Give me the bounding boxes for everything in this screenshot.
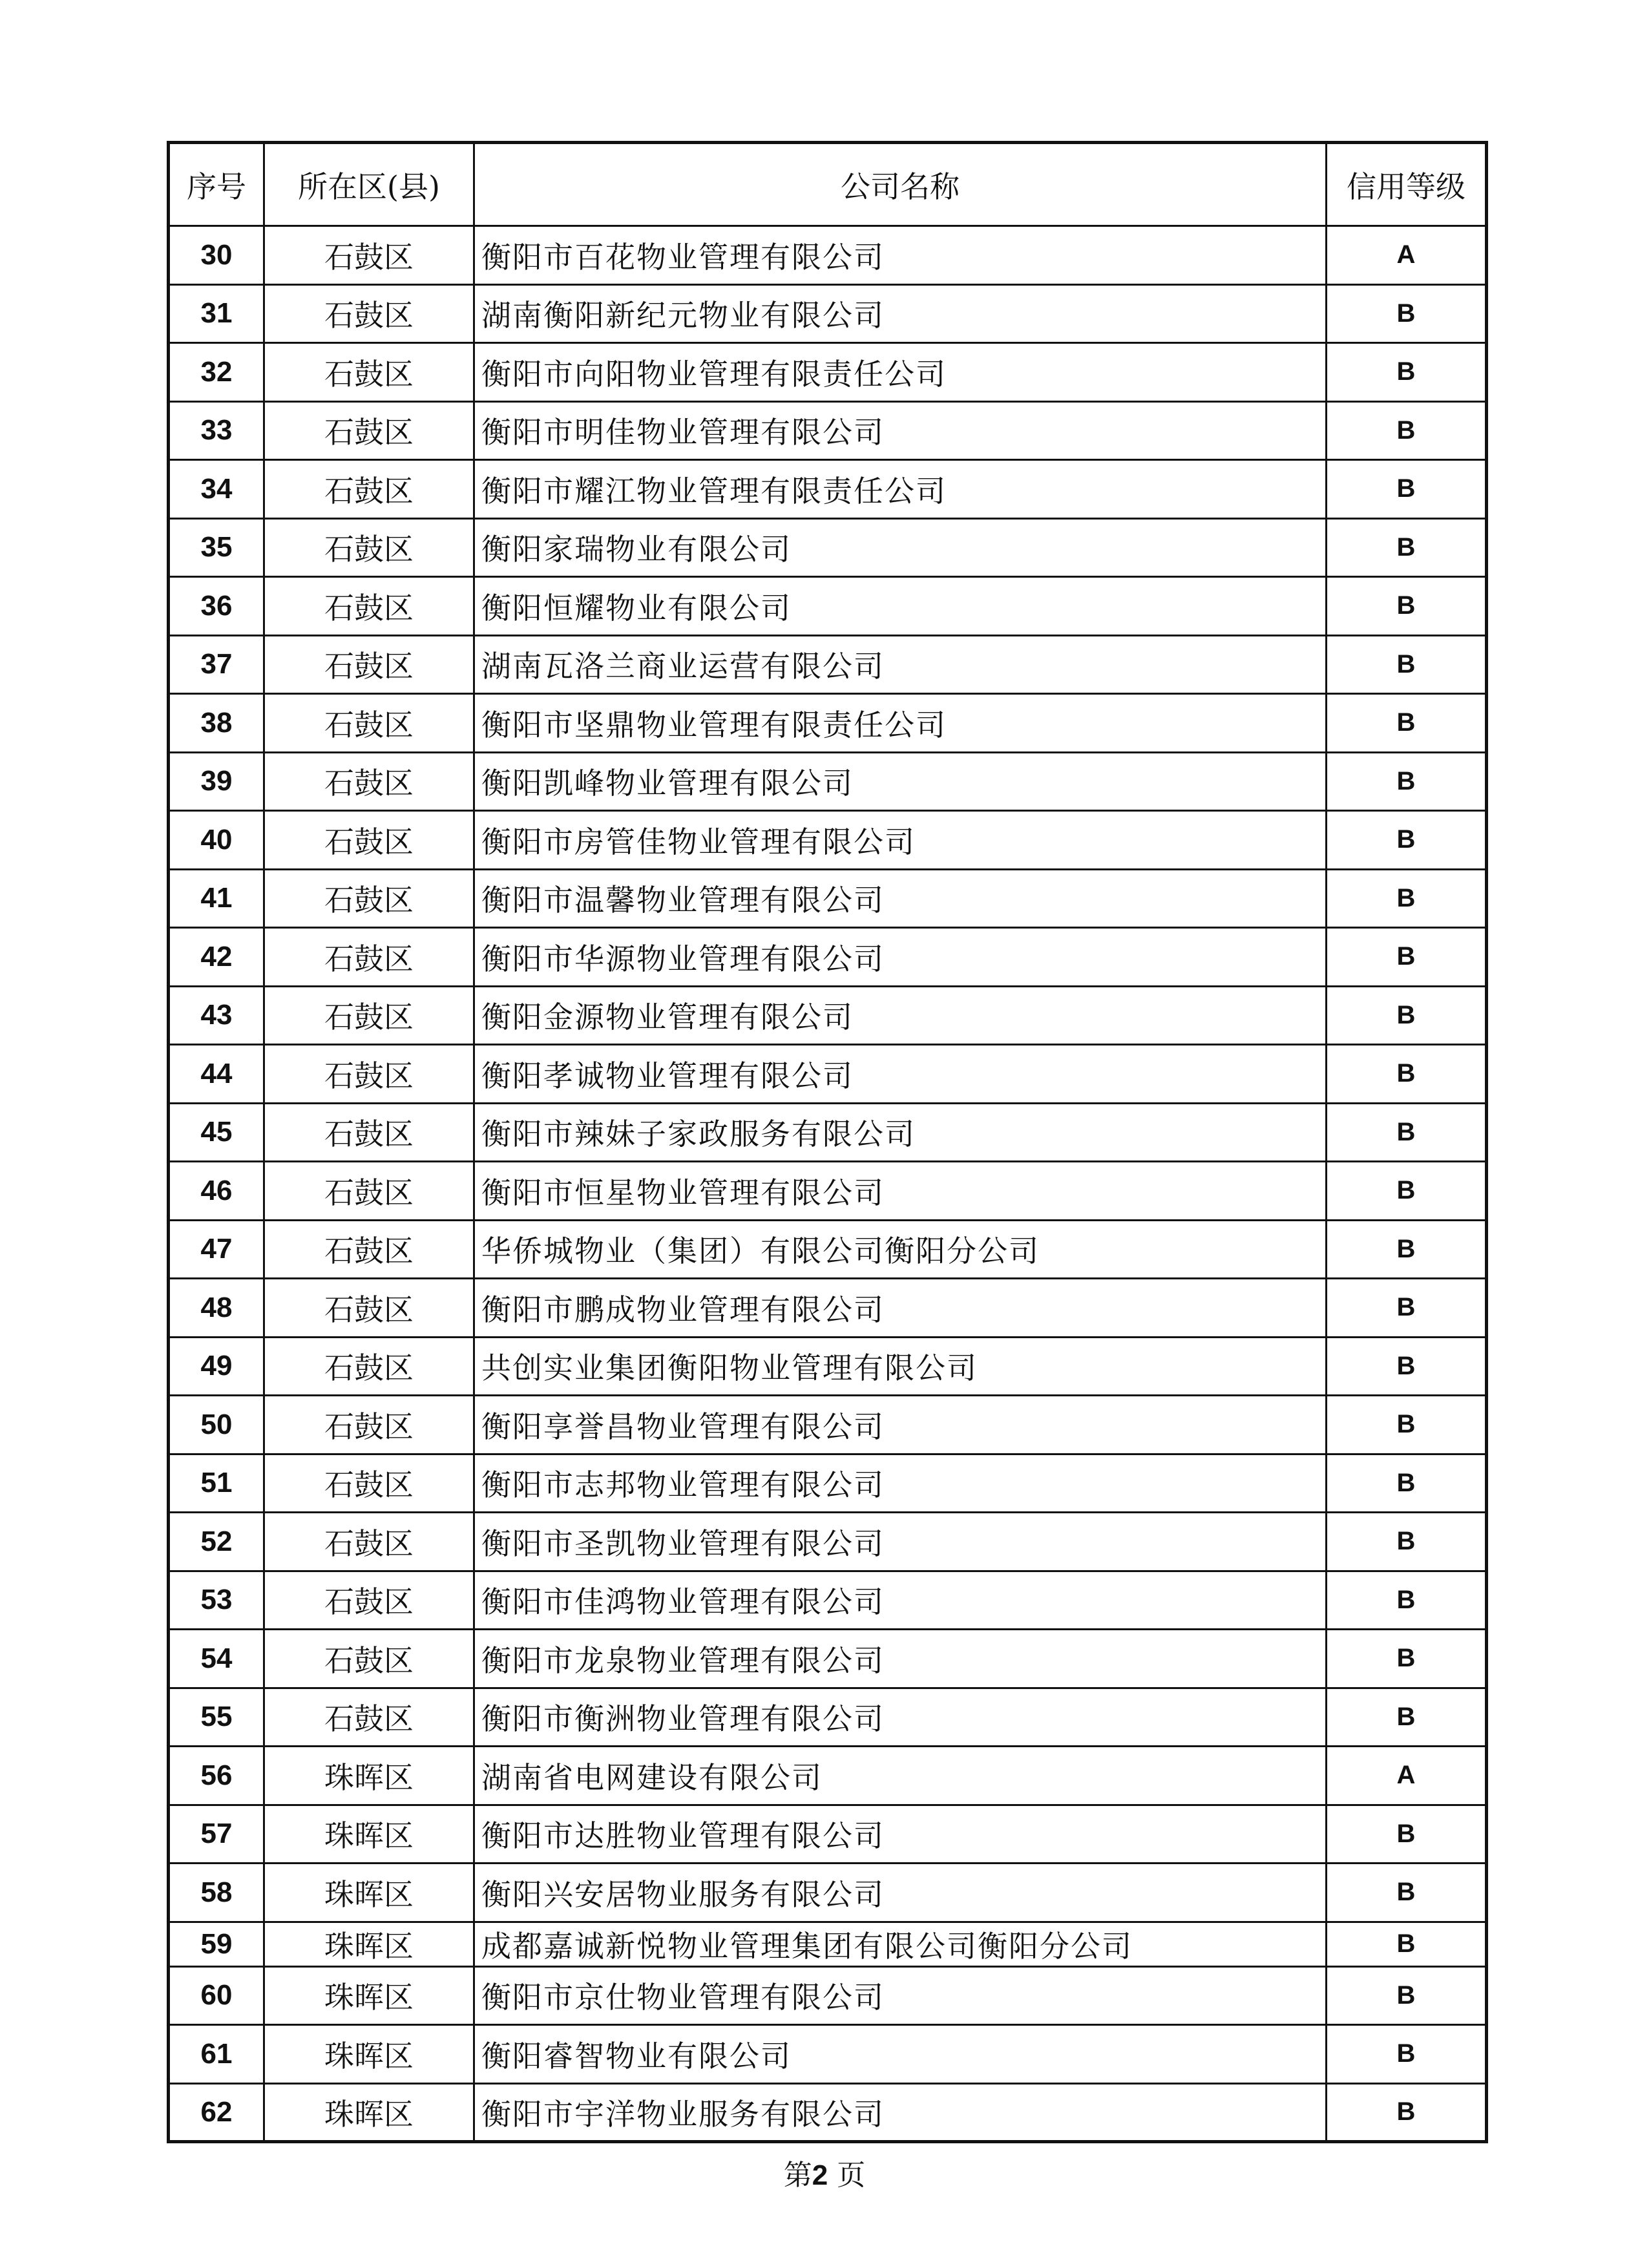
company-name-cell: 衡阳市衡洲物业管理有限公司 xyxy=(474,1688,1327,1747)
district-cell: 石鼓区 xyxy=(264,1513,474,1571)
serial-no-cell: 54 xyxy=(169,1630,264,1688)
page-number: 2 xyxy=(812,2159,828,2191)
credit-grade-cell: B xyxy=(1327,1805,1487,1864)
serial-no-cell: 56 xyxy=(169,1747,264,1805)
serial-no-cell: 36 xyxy=(169,577,264,636)
header-credit-grade: 信用等级 xyxy=(1327,143,1487,226)
serial-no-cell: 32 xyxy=(169,343,264,402)
credit-grade-cell: B xyxy=(1327,869,1487,928)
company-name-cell: 衡阳市志邦物业管理有限公司 xyxy=(474,1454,1327,1513)
serial-no-cell: 38 xyxy=(169,694,264,753)
page-suffix: 页 xyxy=(837,2159,866,2192)
serial-no-cell: 44 xyxy=(169,1045,264,1104)
page-prefix: 第 xyxy=(783,2159,812,2192)
table-row xyxy=(169,1337,1487,1396)
header-serial-no: 序号 xyxy=(169,143,264,226)
district-cell: 石鼓区 xyxy=(264,1045,474,1104)
serial-no-cell: 37 xyxy=(169,635,264,694)
serial-no-cell: 41 xyxy=(169,869,264,928)
district-cell: 石鼓区 xyxy=(264,811,474,870)
serial-no-cell: 55 xyxy=(169,1688,264,1747)
table-row xyxy=(169,401,1487,460)
district-cell: 石鼓区 xyxy=(264,1688,474,1747)
company-name-cell: 湖南衡阳新纪元物业有限公司 xyxy=(474,284,1327,343)
table-row xyxy=(169,1805,1487,1864)
district-cell: 珠晖区 xyxy=(264,1966,474,2025)
table-row xyxy=(169,928,1487,987)
table-row xyxy=(169,1513,1487,1571)
table-row xyxy=(169,2083,1487,2142)
credit-grade-cell: B xyxy=(1327,2025,1487,2084)
district-cell: 石鼓区 xyxy=(264,635,474,694)
table-row xyxy=(169,2025,1487,2084)
serial-no-cell: 60 xyxy=(169,1966,264,2025)
serial-no-cell: 35 xyxy=(169,518,264,577)
district-cell: 珠晖区 xyxy=(264,1922,474,1966)
serial-no-cell: 45 xyxy=(169,1103,264,1162)
serial-no-cell: 51 xyxy=(169,1454,264,1513)
table-row xyxy=(169,518,1487,577)
table-row xyxy=(169,577,1487,636)
table-row xyxy=(169,1747,1487,1805)
serial-no-cell: 62 xyxy=(169,2083,264,2142)
table-row xyxy=(169,811,1487,870)
credit-grade-cell: B xyxy=(1327,1630,1487,1688)
credit-grade-cell: B xyxy=(1327,1396,1487,1454)
company-name-cell: 衡阳市明佳物业管理有限公司 xyxy=(474,401,1327,460)
serial-no-cell: 39 xyxy=(169,752,264,811)
district-cell: 石鼓区 xyxy=(264,343,474,402)
district-cell: 石鼓区 xyxy=(264,1337,474,1396)
credit-grade-cell: A xyxy=(1327,1747,1487,1805)
company-name-cell: 衡阳市佳鸿物业管理有限公司 xyxy=(474,1571,1327,1630)
district-cell: 石鼓区 xyxy=(264,1454,474,1513)
company-name-cell: 衡阳市向阳物业管理有限责任公司 xyxy=(474,343,1327,402)
table-row xyxy=(169,460,1487,519)
serial-no-cell: 40 xyxy=(169,811,264,870)
credit-grade-cell: B xyxy=(1327,1922,1487,1966)
company-name-cell: 成都嘉诚新悦物业管理集团有限公司衡阳分公司 xyxy=(474,1922,1327,1966)
company-name-cell: 共创实业集团衡阳物业管理有限公司 xyxy=(474,1337,1327,1396)
district-cell: 石鼓区 xyxy=(264,1162,474,1221)
credit-grade-cell: B xyxy=(1327,1454,1487,1513)
district-cell: 石鼓区 xyxy=(264,1396,474,1454)
district-cell: 石鼓区 xyxy=(264,869,474,928)
credit-grade-cell: B xyxy=(1327,694,1487,753)
credit-grade-cell: B xyxy=(1327,1571,1487,1630)
company-name-cell: 衡阳市达胜物业管理有限公司 xyxy=(474,1805,1327,1864)
credit-grade-cell: B xyxy=(1327,1337,1487,1396)
table-row xyxy=(169,635,1487,694)
credit-grade-cell: B xyxy=(1327,2083,1487,2142)
company-name-cell: 衡阳金源物业管理有限公司 xyxy=(474,986,1327,1045)
credit-grade-cell: B xyxy=(1327,1220,1487,1279)
credit-grade-cell: B xyxy=(1327,1966,1487,2025)
company-name-cell: 衡阳市恒星物业管理有限公司 xyxy=(474,1162,1327,1221)
company-name-cell: 衡阳市京仕物业管理有限公司 xyxy=(474,1966,1327,2025)
table-row xyxy=(169,1103,1487,1162)
serial-no-cell: 57 xyxy=(169,1805,264,1864)
credit-grade-cell: B xyxy=(1327,986,1487,1045)
credit-grade-cell: B xyxy=(1327,343,1487,402)
serial-no-cell: 52 xyxy=(169,1513,264,1571)
company-name-cell: 衡阳睿智物业有限公司 xyxy=(474,2025,1327,2084)
table-row xyxy=(169,1922,1487,1966)
district-cell: 石鼓区 xyxy=(264,1103,474,1162)
serial-no-cell: 43 xyxy=(169,986,264,1045)
credit-grade-cell: B xyxy=(1327,1103,1487,1162)
credit-grade-cell: B xyxy=(1327,1045,1487,1104)
table-row xyxy=(169,1220,1487,1279)
table-row xyxy=(169,986,1487,1045)
district-cell: 石鼓区 xyxy=(264,1571,474,1630)
table-row xyxy=(169,1688,1487,1747)
company-name-cell: 衡阳市耀江物业管理有限责任公司 xyxy=(474,460,1327,519)
district-cell: 石鼓区 xyxy=(264,928,474,987)
serial-no-cell: 46 xyxy=(169,1162,264,1221)
credit-grade-cell: B xyxy=(1327,284,1487,343)
district-cell: 石鼓区 xyxy=(264,226,474,285)
serial-no-cell: 61 xyxy=(169,2025,264,2084)
credit-grade-cell: B xyxy=(1327,635,1487,694)
district-cell: 石鼓区 xyxy=(264,401,474,460)
district-cell: 珠晖区 xyxy=(264,1805,474,1864)
company-name-cell: 湖南省电网建设有限公司 xyxy=(474,1747,1327,1805)
credit-grade-cell: B xyxy=(1327,752,1487,811)
credit-grade-cell: B xyxy=(1327,1162,1487,1221)
company-name-cell: 衡阳恒耀物业有限公司 xyxy=(474,577,1327,636)
district-cell: 石鼓区 xyxy=(264,518,474,577)
credit-grade-cell: B xyxy=(1327,811,1487,870)
credit-grade-cell: B xyxy=(1327,1688,1487,1747)
table-header xyxy=(169,143,1487,226)
company-name-cell: 衡阳市华源物业管理有限公司 xyxy=(474,928,1327,987)
district-cell: 石鼓区 xyxy=(264,1630,474,1688)
table-row xyxy=(169,1279,1487,1338)
company-name-cell: 衡阳家瑞物业有限公司 xyxy=(474,518,1327,577)
district-cell: 石鼓区 xyxy=(264,694,474,753)
district-cell: 石鼓区 xyxy=(264,1220,474,1279)
header-district: 所在区(县) xyxy=(264,143,474,226)
table-row xyxy=(169,1571,1487,1630)
serial-no-cell: 49 xyxy=(169,1337,264,1396)
table-row xyxy=(169,1966,1487,2025)
company-name-cell: 衡阳市鹏成物业管理有限公司 xyxy=(474,1279,1327,1338)
company-name-cell: 湖南瓦洛兰商业运营有限公司 xyxy=(474,635,1327,694)
district-cell: 石鼓区 xyxy=(264,577,474,636)
header-row xyxy=(169,143,1487,226)
table-body xyxy=(169,226,1487,2142)
table-row xyxy=(169,226,1487,285)
table-row xyxy=(169,1162,1487,1221)
district-cell: 石鼓区 xyxy=(264,752,474,811)
table-row xyxy=(169,1045,1487,1104)
table-row xyxy=(169,1396,1487,1454)
serial-no-cell: 47 xyxy=(169,1220,264,1279)
table-row xyxy=(169,1630,1487,1688)
district-cell: 石鼓区 xyxy=(264,284,474,343)
serial-no-cell: 58 xyxy=(169,1864,264,1922)
credit-grade-cell: B xyxy=(1327,460,1487,519)
serial-no-cell: 31 xyxy=(169,284,264,343)
company-name-cell: 衡阳享誉昌物业管理有限公司 xyxy=(474,1396,1327,1454)
district-cell: 石鼓区 xyxy=(264,460,474,519)
district-cell: 珠晖区 xyxy=(264,2025,474,2084)
serial-no-cell: 53 xyxy=(169,1571,264,1630)
company-name-cell: 衡阳市百花物业管理有限公司 xyxy=(474,226,1327,285)
district-cell: 珠晖区 xyxy=(264,2083,474,2142)
serial-no-cell: 30 xyxy=(169,226,264,285)
company-name-cell: 衡阳凯峰物业管理有限公司 xyxy=(474,752,1327,811)
company-name-cell: 华侨城物业（集团）有限公司衡阳分公司 xyxy=(474,1220,1327,1279)
company-name-cell: 衡阳兴安居物业服务有限公司 xyxy=(474,1864,1327,1922)
serial-no-cell: 48 xyxy=(169,1279,264,1338)
credit-grade-cell: B xyxy=(1327,577,1487,636)
company-name-cell: 衡阳孝诚物业管理有限公司 xyxy=(474,1045,1327,1104)
table-row xyxy=(169,1864,1487,1922)
table-row xyxy=(169,343,1487,402)
company-name-cell: 衡阳市宇洋物业服务有限公司 xyxy=(474,2083,1327,2142)
company-name-cell: 衡阳市圣凯物业管理有限公司 xyxy=(474,1513,1327,1571)
company-name-cell: 衡阳市龙泉物业管理有限公司 xyxy=(474,1630,1327,1688)
credit-grade-cell: B xyxy=(1327,518,1487,577)
credit-grade-cell: B xyxy=(1327,1864,1487,1922)
district-cell: 石鼓区 xyxy=(264,986,474,1045)
district-cell: 珠晖区 xyxy=(264,1864,474,1922)
company-name-cell: 衡阳市温馨物业管理有限公司 xyxy=(474,869,1327,928)
district-cell: 石鼓区 xyxy=(264,1279,474,1338)
serial-no-cell: 34 xyxy=(169,460,264,519)
table-row xyxy=(169,752,1487,811)
district-cell: 珠晖区 xyxy=(264,1747,474,1805)
credit-grade-cell: B xyxy=(1327,401,1487,460)
company-name-cell: 衡阳市房管佳物业管理有限公司 xyxy=(474,811,1327,870)
serial-no-cell: 59 xyxy=(169,1922,264,1966)
header-company-name: 公司名称 xyxy=(474,143,1327,226)
table-row xyxy=(169,1454,1487,1513)
company-name-cell: 衡阳市辣妹子家政服务有限公司 xyxy=(474,1103,1327,1162)
page-footer xyxy=(0,2152,1649,2193)
credit-grade-cell: B xyxy=(1327,1279,1487,1338)
company-name-cell: 衡阳市坚鼎物业管理有限责任公司 xyxy=(474,694,1327,753)
serial-no-cell: 50 xyxy=(169,1396,264,1454)
serial-no-cell: 42 xyxy=(169,928,264,987)
table-row xyxy=(169,284,1487,343)
credit-rating-table xyxy=(167,141,1488,2143)
table-row xyxy=(169,694,1487,753)
credit-grade-cell: B xyxy=(1327,928,1487,987)
credit-grade-cell: B xyxy=(1327,1513,1487,1571)
serial-no-cell: 33 xyxy=(169,401,264,460)
credit-grade-cell: A xyxy=(1327,226,1487,285)
table-row xyxy=(169,869,1487,928)
